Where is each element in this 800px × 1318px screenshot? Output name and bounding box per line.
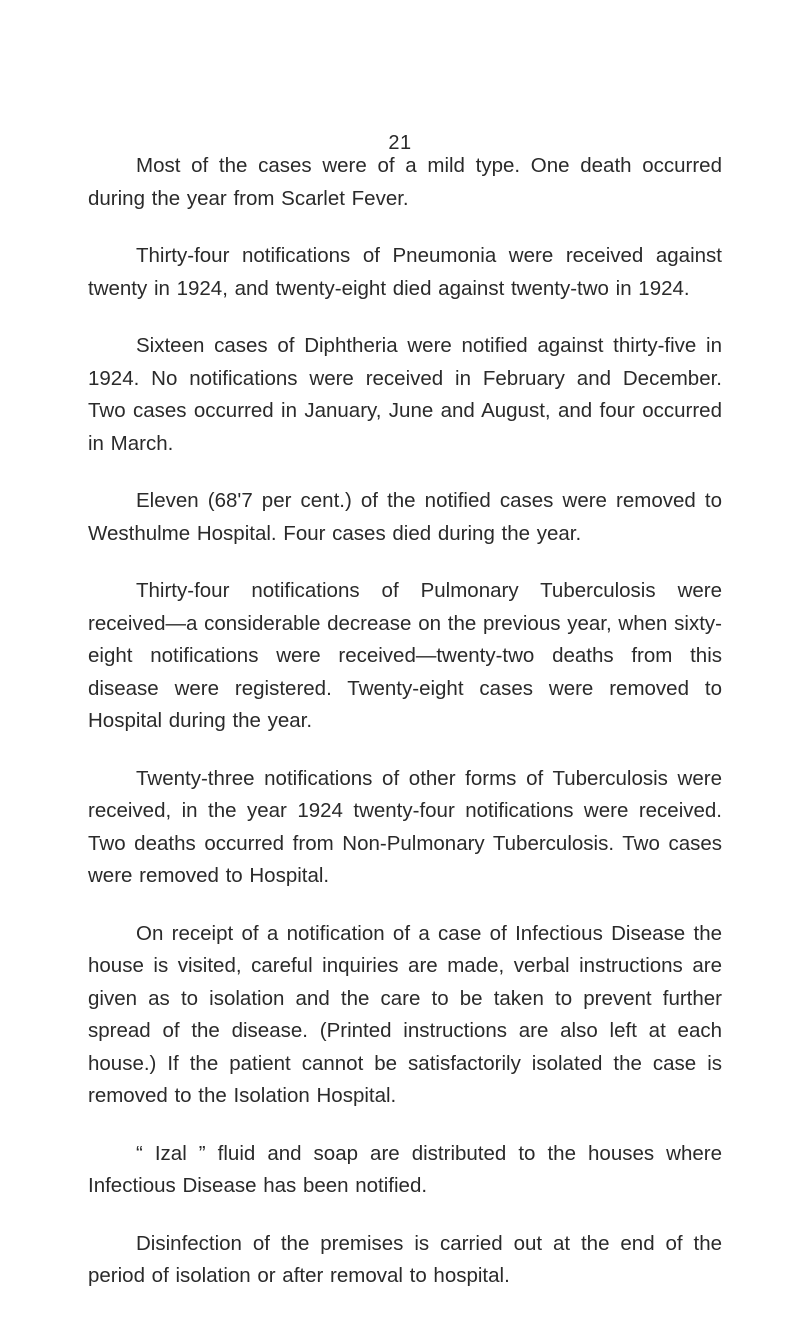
body-text	[88, 150, 722, 1318]
paragraph-notification-procedure: On receipt of a notification of a case of Infectious Disease the house is visited, careful inquiries are made, verbal instructions are given as to isolation and the care to be taken to prevent further spread of the disease. (Printed instructions are also left at each house.) If the patient cannot be satisfactorily isolated the case is removed to the Isolation Hospital.	[88, 921, 722, 1107]
paragraph-pulmonary-tuberculosis: Thirty-four notifications of Pulmonary Tuberculosis were received—a considerable decrease on the previous year, when sixty-eight notifications were received—twenty-two deaths from this disease were registered. Twenty-eight cases were removed to Hospital during the year.	[88, 579, 722, 732]
paragraph-pneumonia: Thirty-four notifications of Pneumonia were received against twenty in 1924, and twenty-eight died against twenty-two in 1924.	[88, 244, 722, 300]
paragraph-disinfection: Disinfection of the premises is carried out at the end of the period of isolation or after removal to hospital.	[88, 1231, 722, 1287]
paragraph-diphtheria: Sixteen cases of Diphtheria were notified against thirty-five in 1924. No notifications were received in February and December. Two cases occurred in January, June and August, and four occurred in March.	[88, 334, 722, 455]
paragraph-scarlet-fever: Most of the cases were of a mild type. One death occurred during the year from Scarlet Fever.	[88, 154, 722, 210]
paragraph-izal-fluid: “ Izal ” fluid and soap are distributed to the houses where Infectious Disease has been notified.	[88, 1141, 722, 1197]
page-number: 21	[388, 132, 412, 154]
paragraph-removals: Eleven (68'7 per cent.) of the notified cases were removed to Westhulme Hospital. Four cases died during the year.	[88, 489, 722, 545]
paragraph-other-tuberculosis: Twenty-three notifications of other forms of Tuberculosis were received, in the year 1924 twenty-four notifications were received. Two deaths occurred from Non-Pulmonary Tuberculosis. Two cases were removed to Hospital.	[88, 766, 722, 887]
